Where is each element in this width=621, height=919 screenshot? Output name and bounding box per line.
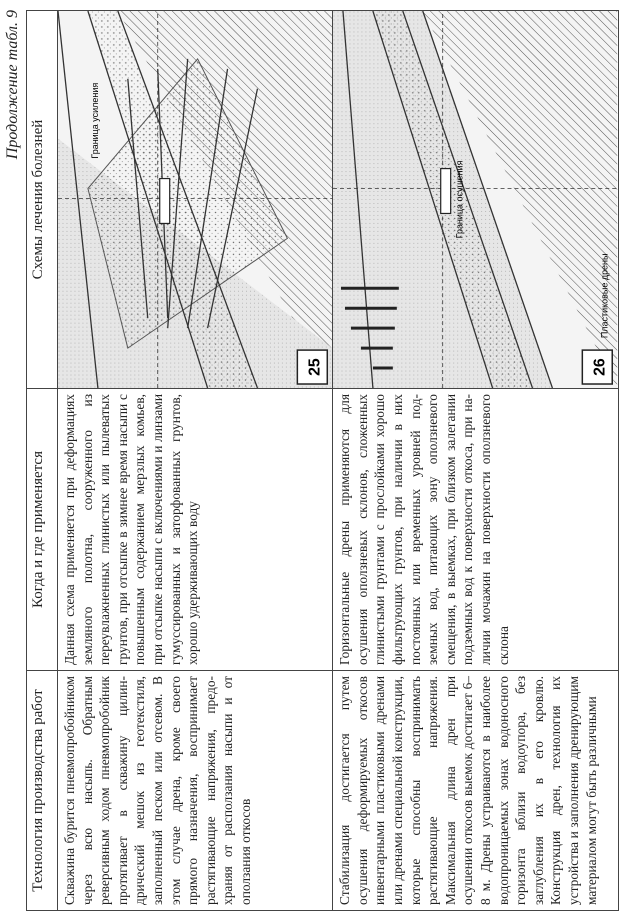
scheme-label-plastic-drains: Пластиковые дрены <box>599 253 610 339</box>
scheme-number-26: 26 <box>591 358 609 376</box>
row-25-scheme <box>58 11 333 389</box>
row-26-when-where: Горизонтальные дрены применяются для осушения оползневых склонов, сложенных глинистыми грунтами с прослойками хорошо фильтрующих грунтов, при наличии в них постоянных или временных уровней подземных вод, питающих зону оползневого смещения, в выемках, при близком залегании подземных вод к поверхности откоса, при наличии мочажин на поверхности оползневого склона <box>333 389 618 671</box>
scheme-26-drawing <box>333 11 617 388</box>
table-row <box>58 11 333 911</box>
row-25-when-where: Данная схема применяется при деформациях земляного полотна, сооруженного из переувлажненных глинистых или пылеватых грунтов, при отсыпке в зимнее время насыпи с повышенным содержанием мерзлых комьев, при отсыпке насыпи с включениями и линзами гумуссированных и заторфованных грунтов, хорошо удерживающих воду <box>58 389 333 671</box>
scheme-label-drainage: Граница осушения <box>454 160 465 239</box>
row-25-technology: Скважина бурится пневмопробойником через всю насыпь. Обратным реверсивным ходом пневмопробойник протягивает в скважину цилиндрический мешок из геотекстиля, заполненный песком или отсевом. В этом случае дрена, кроме своего прямого назначения, воспринимает растягивающие напряжения, предохраняя от расползания насыпи и от оползания откосов <box>58 671 333 911</box>
table-row <box>333 11 618 911</box>
col-header-schemes: Схемы лечения болезней <box>27 11 58 389</box>
scheme-number-25: 25 <box>306 358 324 376</box>
col-header-technology: Технология производства работ <box>27 671 58 911</box>
treatment-table <box>26 10 619 911</box>
scheme-label-reinforcement: Граница усиления <box>89 82 100 159</box>
col-header-when-where: Когда и где применяется <box>27 389 58 671</box>
scheme-25-drawing <box>58 11 332 388</box>
table-caption: Продолжение табл. 9 <box>4 10 21 160</box>
table-header-row <box>27 11 58 911</box>
row-26-scheme <box>333 11 618 389</box>
row-26-technology: Стабилизация достигается путем осушения деформируемых откосов инвентарными пластиковыми дренами или дренами специальной конструкции, которые способны воспринимать растягивающие напряжения. Максимальная длина дрен при осушении откосов выемок достигает 6–8 м. Дрены устраиваются в наиболее водопроницаемых зонах водоносного горизонта вблизи водоупора, без заглубления их в его кровлю. Конструкция дрен, технология их устройства и заполнения дренирующим материалом могут быть различными <box>333 671 618 911</box>
